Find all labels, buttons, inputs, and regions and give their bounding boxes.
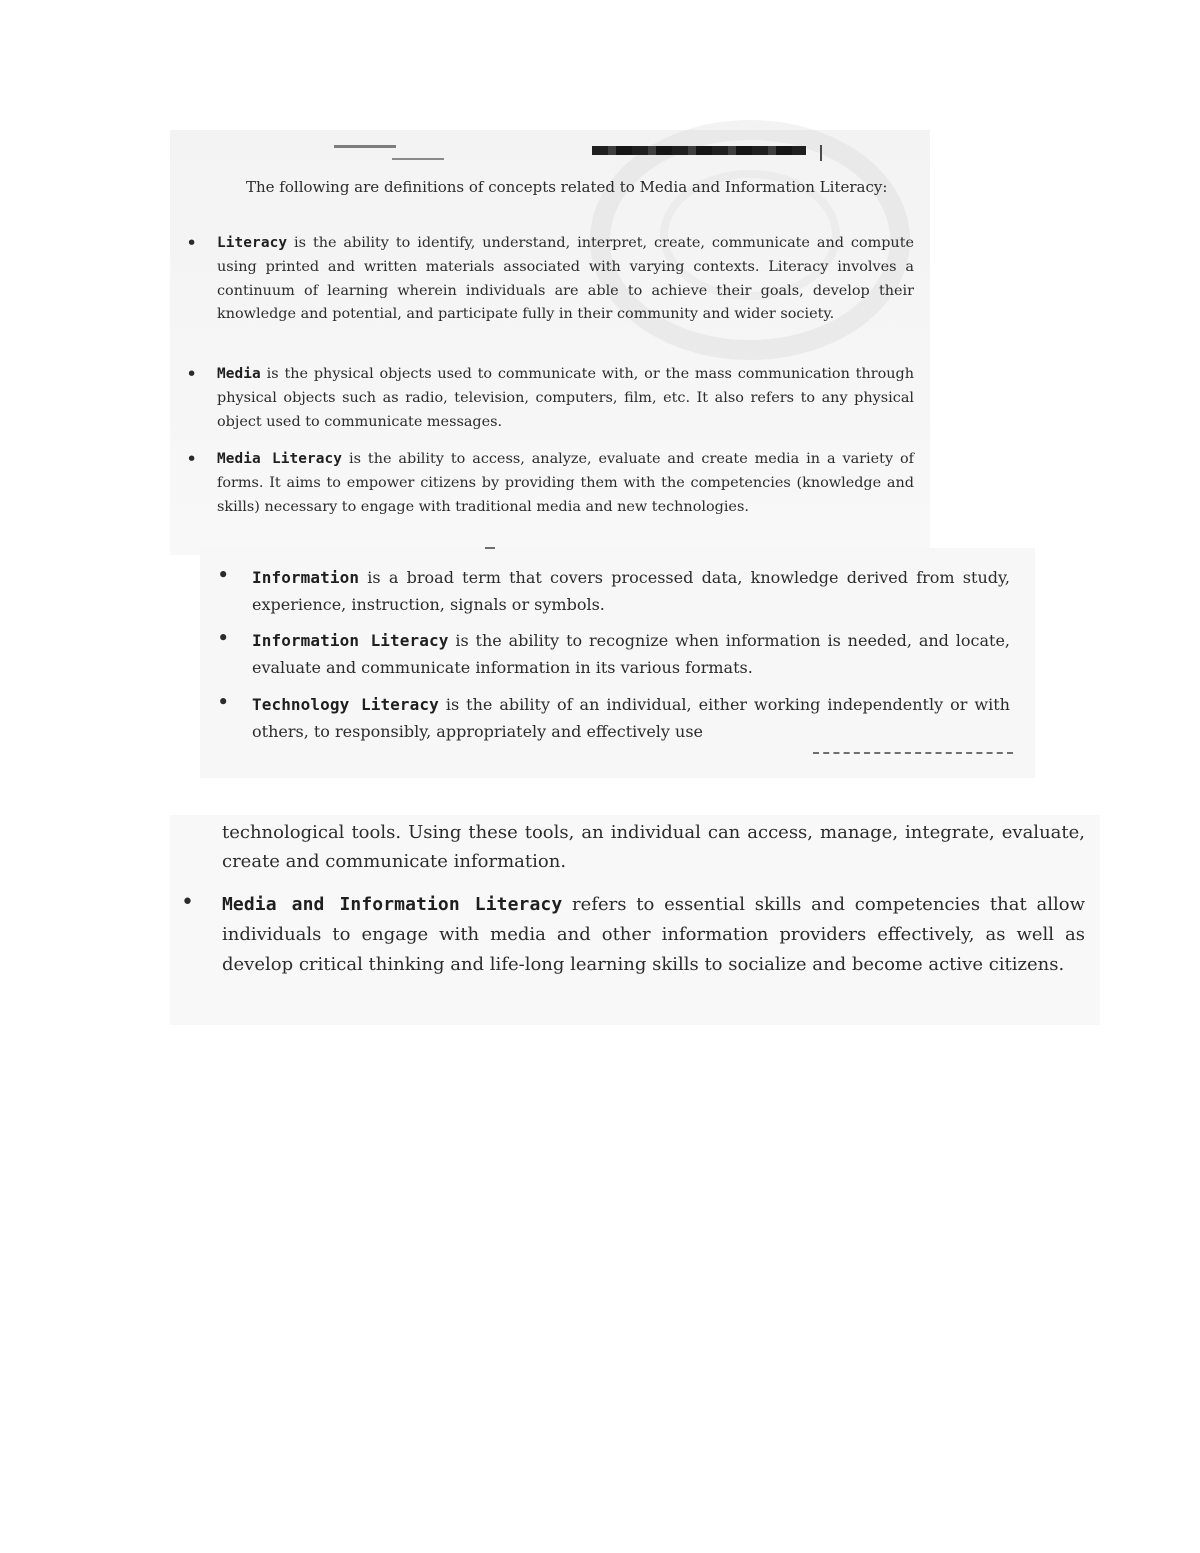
definition-text: is the ability of an individual, either working independently or with others, to responsibly, appropriately and effectively use [252, 695, 1010, 741]
blurred-header-bar [592, 146, 806, 155]
definition-term: Media and Information Literacy [222, 894, 563, 915]
definition-term: Information [252, 568, 360, 587]
definition-text: is a broad term that covers processed data, knowledge derived from study, experience, instruction, signals or symbols. [252, 568, 1010, 614]
intro-text: The following are definitions of concepts related to Media and Information Literacy: [246, 178, 888, 196]
bullet-marker: • [186, 232, 198, 254]
bullet-marker: • [217, 690, 230, 714]
definition-media-and-information-literacy [181, 890, 1085, 980]
definition-information-literacy [217, 626, 1011, 681]
technology-literacy-continuation [222, 818, 1085, 876]
definition-term: Media Literacy [217, 451, 343, 467]
definition-information [217, 563, 1010, 618]
definition-text: refers to essential skills and competencies that allow individuals to engage with media and other information providers effectively, as well as develop critical thinking and life-long learning skills to socialize and become active citizens. [222, 894, 1085, 975]
section-break-rule [813, 752, 1013, 754]
definition-term: Information Literacy [252, 631, 449, 650]
bullet-marker: • [186, 448, 198, 470]
definition-text: is the ability to recognize when information is needed, and locate, evaluate and communicate information in its various formats. [252, 631, 1011, 677]
definition-term: Literacy [217, 235, 288, 251]
bullet-marker: • [217, 626, 230, 650]
definition-media-literacy [186, 448, 914, 519]
continuation-text: technological tools. Using these tools, an individual can access, manage, integrate, evaluate, create and communicate information. [222, 822, 1085, 872]
definitions-intro [188, 176, 914, 198]
definition-text: is the physical objects used to communicate with, or the mass communication through physical objects such as radio, television, computers, film, etc. It also refers to any physical object used to communicate messages. [217, 366, 914, 430]
definition-text: is the ability to identify, understand, interpret, create, communicate and compute using printed and written materials associated with varying contexts. Literacy involves a continuum of learning wherein individuals are able to achieve their goals, develop their knowledge and potential, and participate fully in their community and wider society. [217, 235, 914, 323]
header-divider [820, 145, 822, 161]
blurred-header-underline [392, 158, 444, 160]
blurred-header-mark [334, 145, 396, 148]
bullet-marker: • [181, 890, 194, 915]
definition-term: Technology Literacy [252, 695, 439, 714]
definition-term: Media [217, 366, 261, 382]
definition-media [186, 363, 914, 434]
definition-technology-literacy [217, 690, 1010, 745]
definition-literacy [186, 232, 914, 327]
scan-mark-dash [485, 547, 495, 549]
bullet-marker: • [217, 563, 230, 587]
bullet-marker: • [186, 363, 198, 385]
definition-text: is the ability to access, analyze, evaluate and create media in a variety of forms. It aims to empower citizens by providing them with the competencies (knowledge and skills) necessary to engage with traditional media and new technologies. [217, 451, 914, 515]
